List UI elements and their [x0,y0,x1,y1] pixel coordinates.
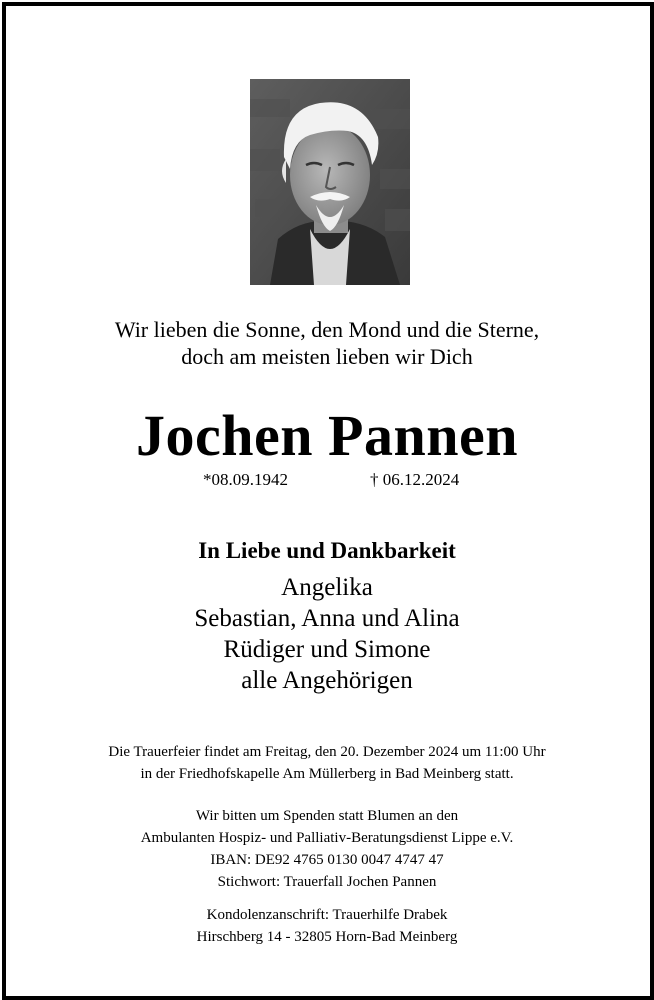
condolence-address [0,904,654,948]
death-date: † 06.12.2024 [370,470,460,489]
thanks-heading: In Liebe und Dankbarkeit [198,538,456,563]
family-member: alle Angehörigen [241,667,413,694]
portrait-illustration [250,79,410,285]
quote-line: doch am meisten lieben wir Dich [181,344,473,369]
iban-line: IBAN: DE92 4765 0130 0047 4747 47 [210,852,444,868]
deceased-name: Jochen Pannen [136,403,518,468]
funeral-line: in der Friedhofskapelle Am Müllerberg in Bad Meinberg statt. [140,766,514,782]
birth-date: *08.09.1942 [203,470,288,489]
family-member: Rüdiger und Simone [223,636,431,663]
portrait-photo [250,79,410,285]
family-member: Sebastian, Anna und Alina [194,605,460,632]
condolence-line: Hirschberg 14 - 32805 Horn-Bad Meinberg [196,929,458,945]
donation-line: Wir bitten um Spenden statt Blumen an den [195,808,459,824]
donation-info [0,805,654,893]
quote-line: Wir lieben die Sonne, den Mond und die Sterne, [114,317,540,342]
family-list [0,572,654,696]
family-member: Angelika [281,574,373,601]
donation-line: Ambulanten Hospiz- und Palliativ-Beratungsdienst Lippe e.V. [140,830,514,846]
funeral-info [0,741,654,785]
quote [0,316,654,370]
condolence-line: Kondolenzanschrift: Trauerhilfe Drabek [206,907,448,923]
funeral-line: Die Trauerfeier findet am Freitag, den 20. Dezember 2024 um 11:00 Uhr [108,744,546,760]
donation-keyword: Stichwort: Trauerfall Jochen Pannen [217,874,437,890]
